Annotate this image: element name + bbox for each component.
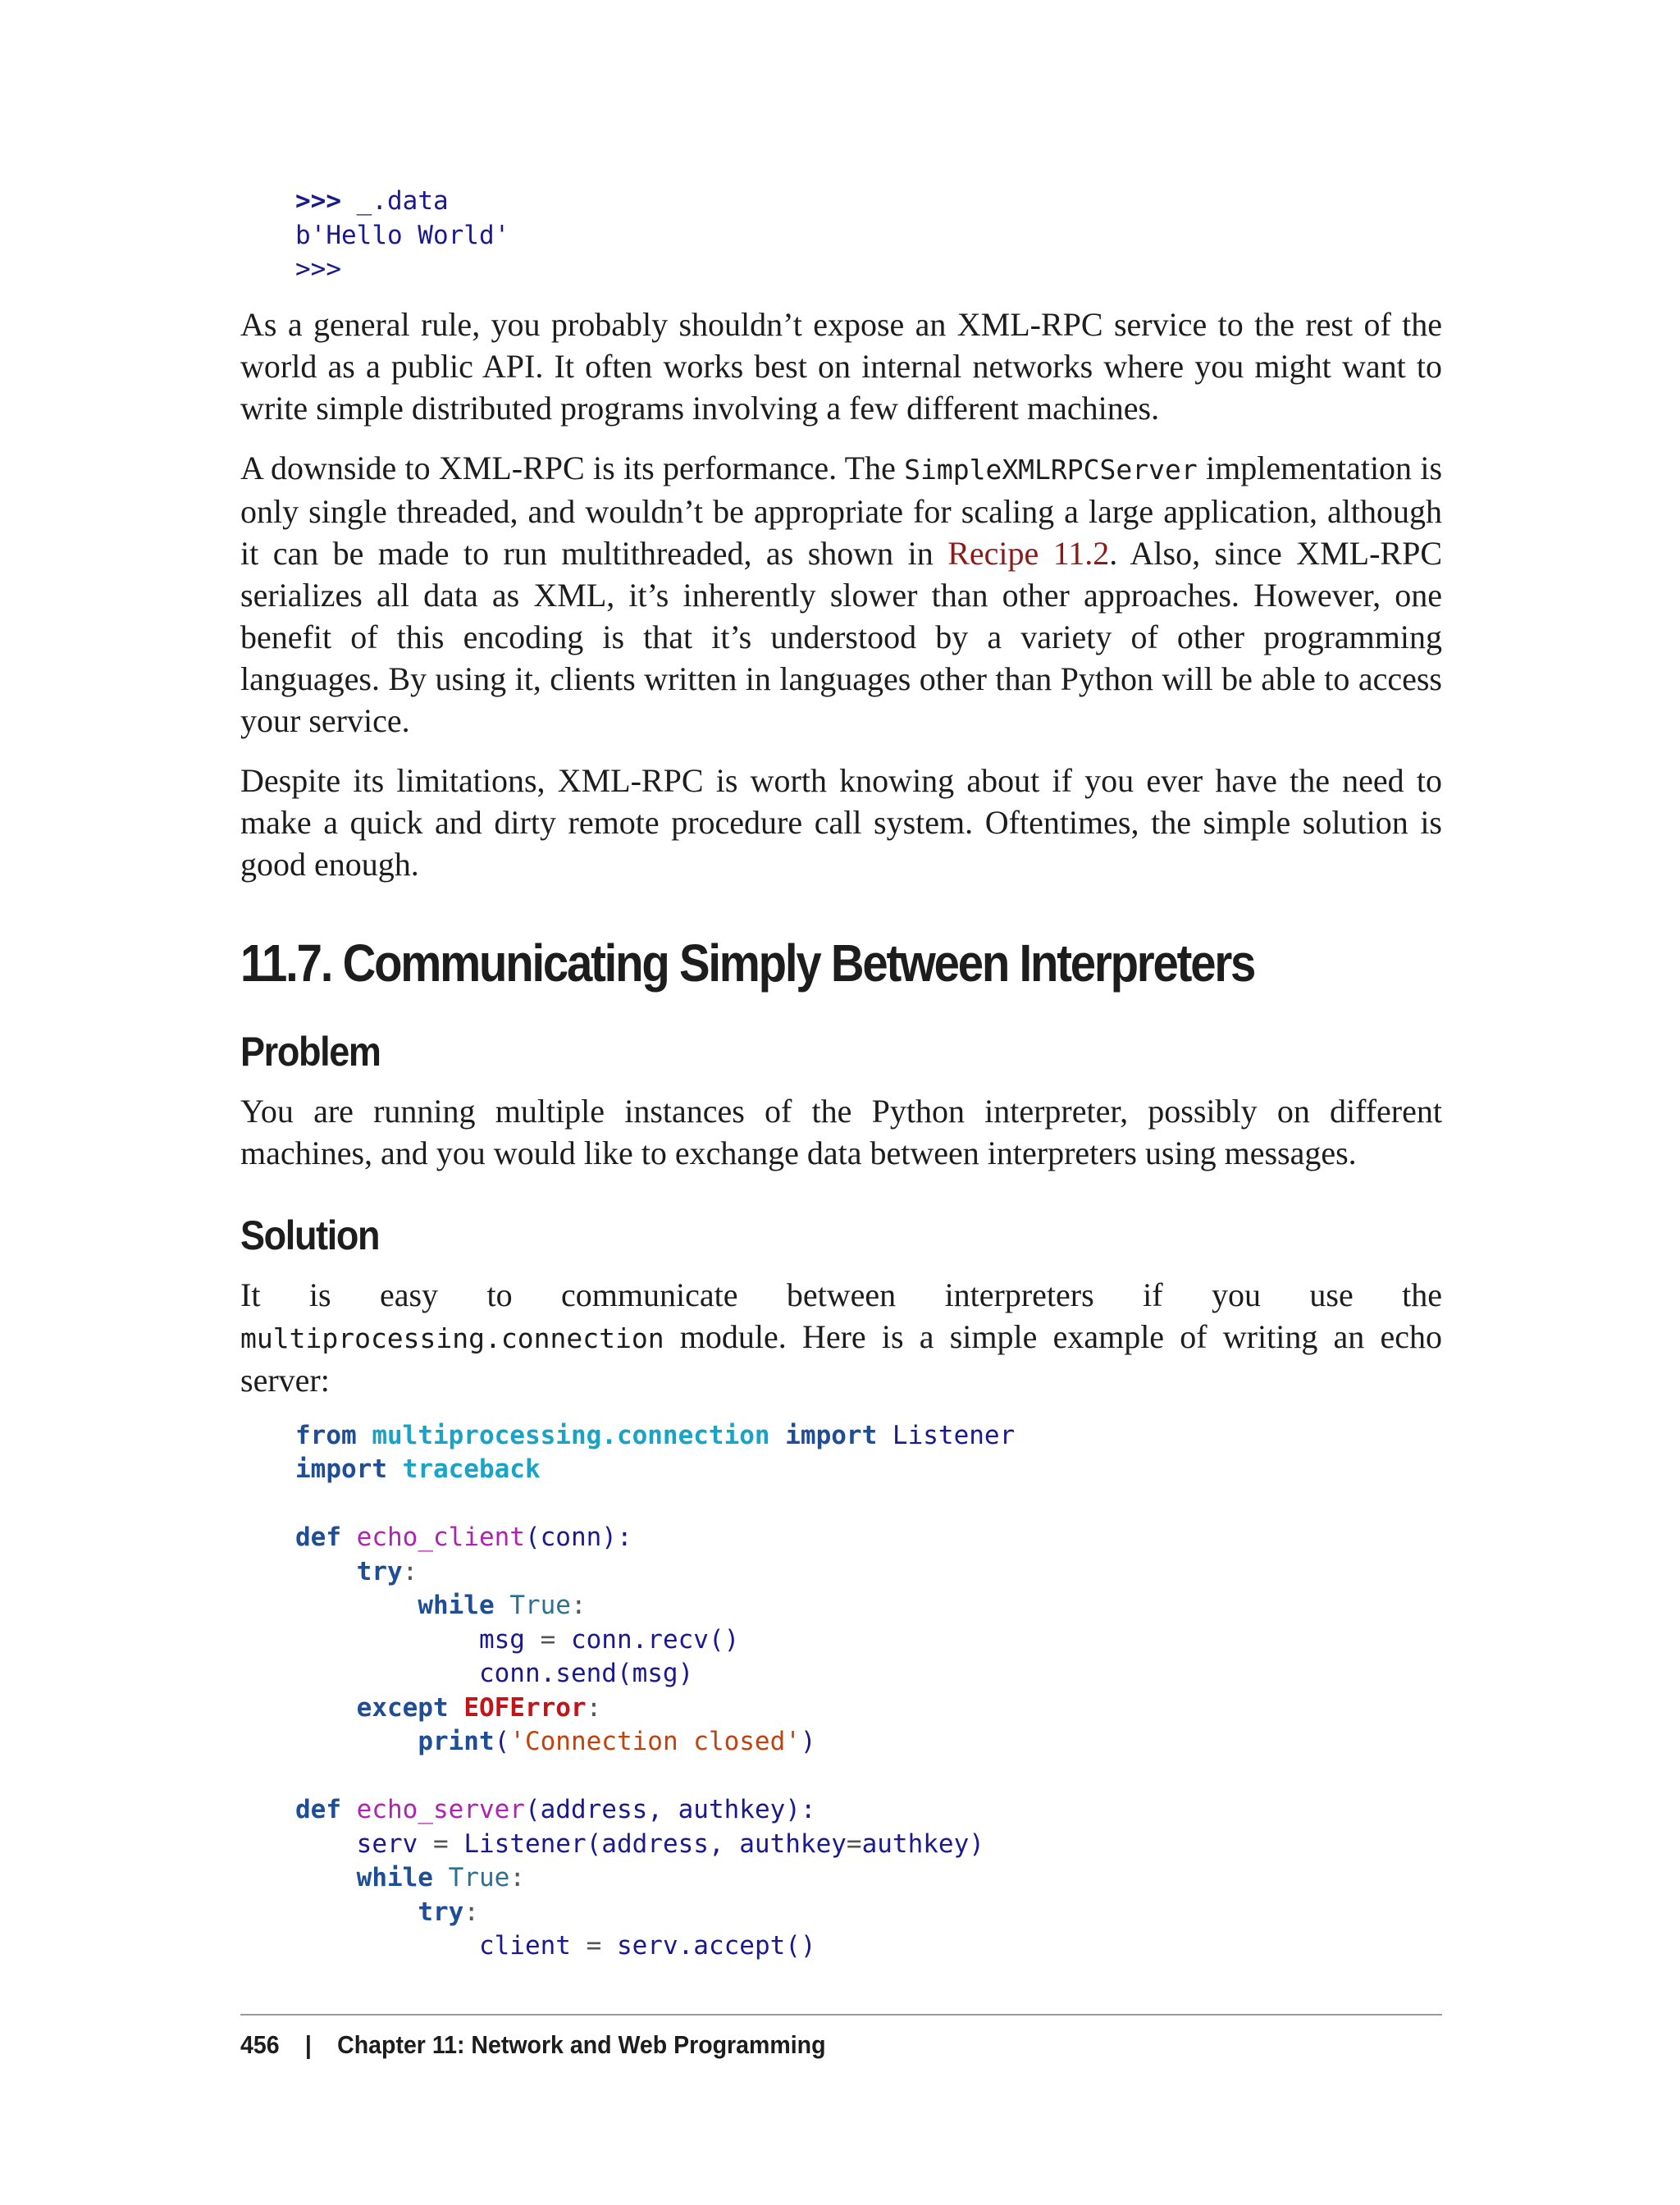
repl-prompt: >>> (295, 186, 341, 216)
interactive-session-code (240, 185, 1442, 287)
code-name: msg (478, 1624, 525, 1655)
code-function: echo_server (356, 1795, 525, 1824)
code-line: b'Hello World' (295, 220, 510, 250)
code-name: (conn): (524, 1522, 632, 1552)
code-builtin: print (418, 1727, 495, 1756)
code-keyword: def (295, 1795, 341, 1824)
problem-heading: Problem (240, 1028, 381, 1075)
footer-rule (240, 2014, 1442, 2016)
code-exception: EOFError (463, 1692, 587, 1723)
recipe-link[interactable]: Recipe 11.2 (947, 534, 1110, 572)
echo-server-code: from multiprocessing.connection import Listener import traceback def echo_client(conn): try: while True: msg = conn.recv() conn.send(msg) except EOFError: print('Connection closed') def echo_server(address, authkey): serv = Listener(address, authkey=authkey) while True: try: client = serv.accept() (295, 1420, 1016, 1961)
page-number: 456 (240, 2030, 280, 2059)
code-keyword: try (356, 1556, 403, 1586)
paragraph-despite: Despite its limitations, XML-RPC is worth knowing about if you ever have the need to make a quick and dirty remote procedure call system. Oftentimes, the simple solution is good enough. (240, 761, 1442, 883)
code-name: Listener (892, 1420, 1016, 1450)
code-keyword: import (295, 1454, 387, 1484)
code-name: conn.send(msg) (478, 1659, 694, 1688)
code-keyword: try (418, 1897, 464, 1927)
code-keyword: except (356, 1692, 449, 1723)
section-title: 11.7. Communicating Simply Between Interpreters (240, 933, 1255, 993)
inline-code-simplexmlrpcserver: SimpleXMLRPCServer (904, 453, 1198, 486)
text-run: . Also, since XML-RPC serializes all data as XML, it’s inherently slower than other approaches. However, one benefit of this encoding is that it’s understood by a variety of other programming languages. By using it, clients written in languages other than Python will be able to access your service. (240, 534, 1443, 739)
code-name: client (478, 1931, 571, 1961)
code-name: serv (356, 1828, 418, 1859)
code-string: 'Connection closed' (509, 1727, 801, 1756)
code-constant: True (448, 1863, 510, 1892)
inline-code-multiprocessing: multiprocessing.connection (240, 1322, 664, 1354)
code-name: (address, authkey): (524, 1795, 816, 1824)
problem-paragraph: You are running multiple instances of the Python interpreter, possibly on different machines, and you would like to exchange data between interpreters using messages. (240, 1092, 1442, 1171)
code-line: >>> (295, 254, 341, 284)
solution-paragraph (240, 1274, 1442, 1401)
code-keyword: while (356, 1863, 433, 1892)
paragraph-general-rule: As a general rule, you probably shouldn’t expose an XML-RPC service to the rest of the world as a public API. It often works best on internal networks where you might want to write simple distributed programs involving a few different machines. (240, 305, 1442, 427)
text-run: implementation is only single threaded, and wouldn’t be appropriate for scaling a large application, although it can be made to run multithreaded, as shown in (240, 449, 1443, 572)
code-keyword: while (418, 1591, 495, 1620)
code-function: echo_client (356, 1522, 525, 1552)
code-name: authkey) (861, 1828, 984, 1859)
text-run: module. Here is a simple example of writing an echo server: (240, 1317, 1442, 1399)
page-content (240, 185, 1442, 1964)
chapter-title: Chapter 11: Network and Web Programming (337, 2030, 826, 2059)
code-keyword: from (295, 1420, 357, 1450)
text-run: It is easy to communicate between interpreters if you use the (240, 1276, 1442, 1313)
code-line: _.data (356, 186, 449, 216)
paragraph-downside (240, 447, 1442, 742)
code-keyword: import (785, 1420, 878, 1450)
text-run: A downside to XML-RPC is its performance. The (240, 449, 905, 486)
code-name: conn.recv() (570, 1624, 740, 1655)
footer-separator: | (304, 2030, 312, 2059)
code-module: traceback (402, 1454, 541, 1484)
code-name: Listener(address, authkey (463, 1828, 847, 1859)
code-name: serv.accept() (616, 1931, 816, 1961)
footer-line (240, 2030, 1346, 2060)
code-keyword: def (295, 1522, 341, 1552)
code-constant: True (509, 1591, 571, 1620)
solution-heading: Solution (240, 1212, 380, 1258)
page-footer (240, 2014, 1442, 2060)
code-module: multiprocessing.connection (372, 1420, 770, 1450)
